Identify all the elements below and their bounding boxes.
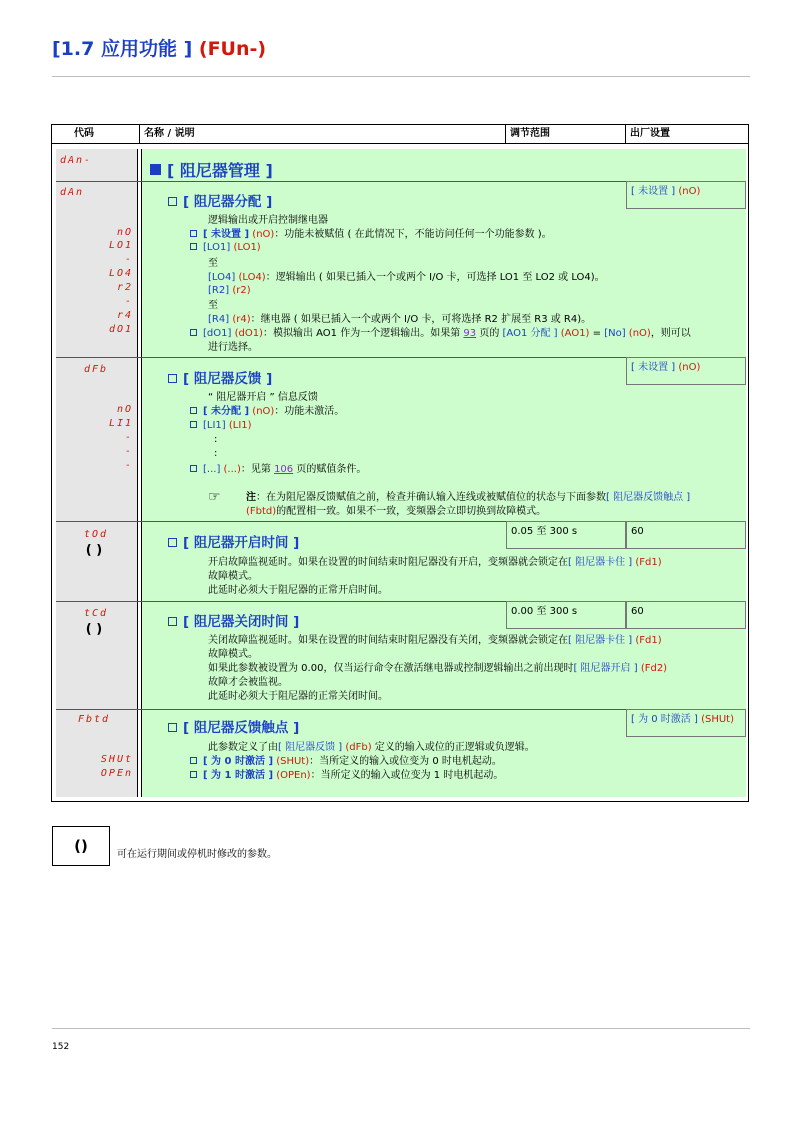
option-box-icon bbox=[190, 421, 197, 428]
header-code: 代码 bbox=[52, 125, 140, 143]
section-title: [ 阻尼器管理 ] bbox=[150, 158, 273, 181]
option-code: - bbox=[124, 432, 133, 443]
option-box-icon bbox=[190, 329, 197, 336]
option-code: LO4 bbox=[108, 268, 133, 279]
option-line: [ 未分配 ] (nO)：功能未激活。 bbox=[190, 405, 344, 418]
option-line: 至 bbox=[208, 258, 218, 269]
note-line: (Fbtd)的配置相一致。如果不一致，变频器会立即切换到故障模式。 bbox=[246, 506, 547, 517]
factory-cell-tCd: 60 bbox=[626, 601, 746, 629]
option-line: [dO1] (dO1)：模拟输出 AO1 作为一个逻辑输出。如果第 93 页的 [AO1 分配 ] (AO1) = [No] (nO)，则可以 bbox=[190, 327, 691, 340]
range-cell-tCd: 0.00 至 300 s bbox=[506, 601, 626, 629]
description-line: 故障模式。 bbox=[208, 649, 258, 660]
param-code-dFb: dFb bbox=[84, 364, 109, 375]
checkbox-icon bbox=[168, 723, 177, 732]
factory-cell-tOd: 60 bbox=[626, 521, 746, 549]
option-code: r4 bbox=[116, 310, 133, 321]
parameter-table bbox=[51, 124, 749, 802]
hand-point-icon: ☞ bbox=[208, 489, 221, 505]
param-title-dAn: [ 阻尼器分配 ] bbox=[168, 190, 272, 210]
run-modify-icon-legend: () bbox=[52, 826, 110, 866]
column-separator bbox=[137, 149, 142, 797]
checkbox-icon bbox=[168, 374, 177, 383]
header-factory: 出厂设置 bbox=[630, 128, 670, 139]
option-line: [LO1] (LO1) bbox=[190, 241, 261, 254]
option-box-icon bbox=[190, 243, 197, 250]
option-code: - bbox=[124, 254, 133, 265]
param-title-tOd: [ 阻尼器开启时间 ] bbox=[168, 531, 299, 551]
top-divider bbox=[52, 76, 750, 77]
param-title-Fbtd: [ 阻尼器反馈触点 ] bbox=[168, 716, 299, 736]
header-name: 名称 / 说明 bbox=[140, 125, 506, 143]
option-line: [R4] (r4)：继电器 ( 如果已插入一个或两个 I/O 卡，可将选择 R2 扩展至 R3 或 R4)。 bbox=[208, 314, 592, 325]
run-modify-icon: ( ) bbox=[85, 622, 103, 637]
option-code: - bbox=[124, 446, 133, 457]
param-title-tCd: [ 阻尼器关闭时间 ] bbox=[168, 610, 299, 630]
option-code: nO bbox=[116, 404, 133, 415]
checkbox-icon bbox=[168, 197, 177, 206]
option-line: : bbox=[214, 434, 218, 445]
option-line-cont: 进行选择。 bbox=[208, 342, 258, 353]
param-intro: 逻辑输出或开启控制继电器 bbox=[208, 215, 328, 226]
bottom-divider bbox=[52, 1028, 750, 1029]
option-code: - bbox=[124, 460, 133, 471]
option-line: [ 未设置 ] (nO)：功能未被赋值 ( 在此情况下，不能访问任何一个功能参数 )。 bbox=[190, 228, 552, 241]
description-line: 开启故障监视延时。如果在设置的时间结束时阻尼器没有开启，变频器就会锁定在[ 阻尼器卡住 ] (Fd1) bbox=[208, 557, 662, 568]
description-line: 此延时必须大于阻尼器的正常开启时间。 bbox=[208, 585, 388, 596]
note-line: 注：在为阻尼器反馈赋值之前，检查并确认输入连线或被赋值位的状态与下面参数[ 阻尼器反馈触点 ] bbox=[246, 492, 691, 503]
param-code-tCd: tCd bbox=[84, 608, 109, 619]
header-divider bbox=[52, 143, 748, 144]
checkbox-icon bbox=[168, 617, 177, 626]
option-box-icon bbox=[190, 230, 197, 237]
option-code: dO1 bbox=[108, 324, 133, 335]
option-code: - bbox=[124, 296, 133, 307]
square-bullet-icon bbox=[150, 164, 161, 175]
option-line: [LI1] (LI1) bbox=[190, 419, 252, 432]
range-cell-tOd: 0.05 至 300 s bbox=[506, 521, 626, 549]
description-line: 关闭故障监视延时。如果在设置的时间结束时阻尼器没有关闭，变频器就会锁定在[ 阻尼器卡住 ] (Fd1) bbox=[208, 635, 662, 646]
option-code: OPEn bbox=[100, 768, 133, 779]
option-box-icon bbox=[190, 465, 197, 472]
factory-cell-Fbtd: [ 为 0 时激活 ] (SHUt) bbox=[626, 709, 746, 737]
option-code: nO bbox=[116, 227, 133, 238]
legend-text: 可在运行期间或停机时修改的参数。 bbox=[117, 849, 277, 860]
description-line: 如果此参数被设置为 0.00，仅当运行命令在激活继电器或控制逻辑输出之前出现时[ 阻尼器开启 ] (Fd2) bbox=[208, 663, 668, 674]
description-line: 故障才会被监视。 bbox=[208, 677, 288, 688]
option-code: r2 bbox=[116, 282, 133, 293]
param-intro: “ 阻尼器开启 ” 信息反馈 bbox=[208, 392, 318, 403]
page-title-code: (FUn-) bbox=[198, 38, 267, 60]
page-title-text: [1.7 应用功能 ] bbox=[52, 38, 193, 60]
param-intro: 此参数定义了由[ 阻尼器反馈 ] (dFb) 定义的输入或位的正逻辑或负逻辑。 bbox=[208, 742, 535, 753]
page-number: 152 bbox=[52, 1042, 70, 1052]
page-link[interactable]: 106 bbox=[274, 464, 294, 475]
option-code: SHUt bbox=[100, 754, 133, 765]
page-title bbox=[52, 34, 266, 61]
factory-cell-dAn: [ 未设置 ] (nO) bbox=[626, 181, 746, 209]
factory-cell-dFb: [ 未设置 ] (nO) bbox=[626, 357, 746, 385]
option-line: : bbox=[214, 448, 218, 459]
header-range: 调节范围 bbox=[506, 125, 626, 143]
option-line: 至 bbox=[208, 300, 218, 311]
param-code-Fbtd: Fbtd bbox=[78, 714, 111, 725]
description-line: 此延时必须大于阻尼器的正常关闭时间。 bbox=[208, 691, 388, 702]
option-line: [ 为 0 时激活 ] (SHUt)：当所定义的输入或位变为 0 时电机起动。 bbox=[190, 755, 502, 768]
param-title-dFb: [ 阻尼器反馈 ] bbox=[168, 367, 272, 387]
param-code-tOd: tOd bbox=[84, 529, 109, 540]
description-line: 故障模式。 bbox=[208, 571, 258, 582]
section-code: dAn- bbox=[60, 155, 93, 166]
option-code: LO1 bbox=[108, 240, 133, 251]
option-line: [ 为 1 时激活 ] (OPEn)：当所定义的输入或位变为 1 时电机起动。 bbox=[190, 769, 503, 782]
option-line: [...] (...)：见第 106 页的赋值条件。 bbox=[190, 463, 366, 476]
option-code: LI1 bbox=[108, 418, 133, 429]
option-line: [LO4] (LO4)：逻辑输出 ( 如果已插入一个或两个 I/O 卡，可选择 LO1 至 LO2 或 LO4)。 bbox=[208, 272, 605, 283]
option-box-icon bbox=[190, 757, 197, 764]
checkbox-icon bbox=[168, 538, 177, 547]
run-modify-icon: ( ) bbox=[85, 543, 103, 558]
page-link[interactable]: 93 bbox=[463, 328, 477, 339]
option-box-icon bbox=[190, 771, 197, 778]
param-code-dAn: dAn bbox=[60, 187, 85, 198]
option-box-icon bbox=[190, 407, 197, 414]
option-line: [R2] (r2) bbox=[208, 285, 251, 296]
